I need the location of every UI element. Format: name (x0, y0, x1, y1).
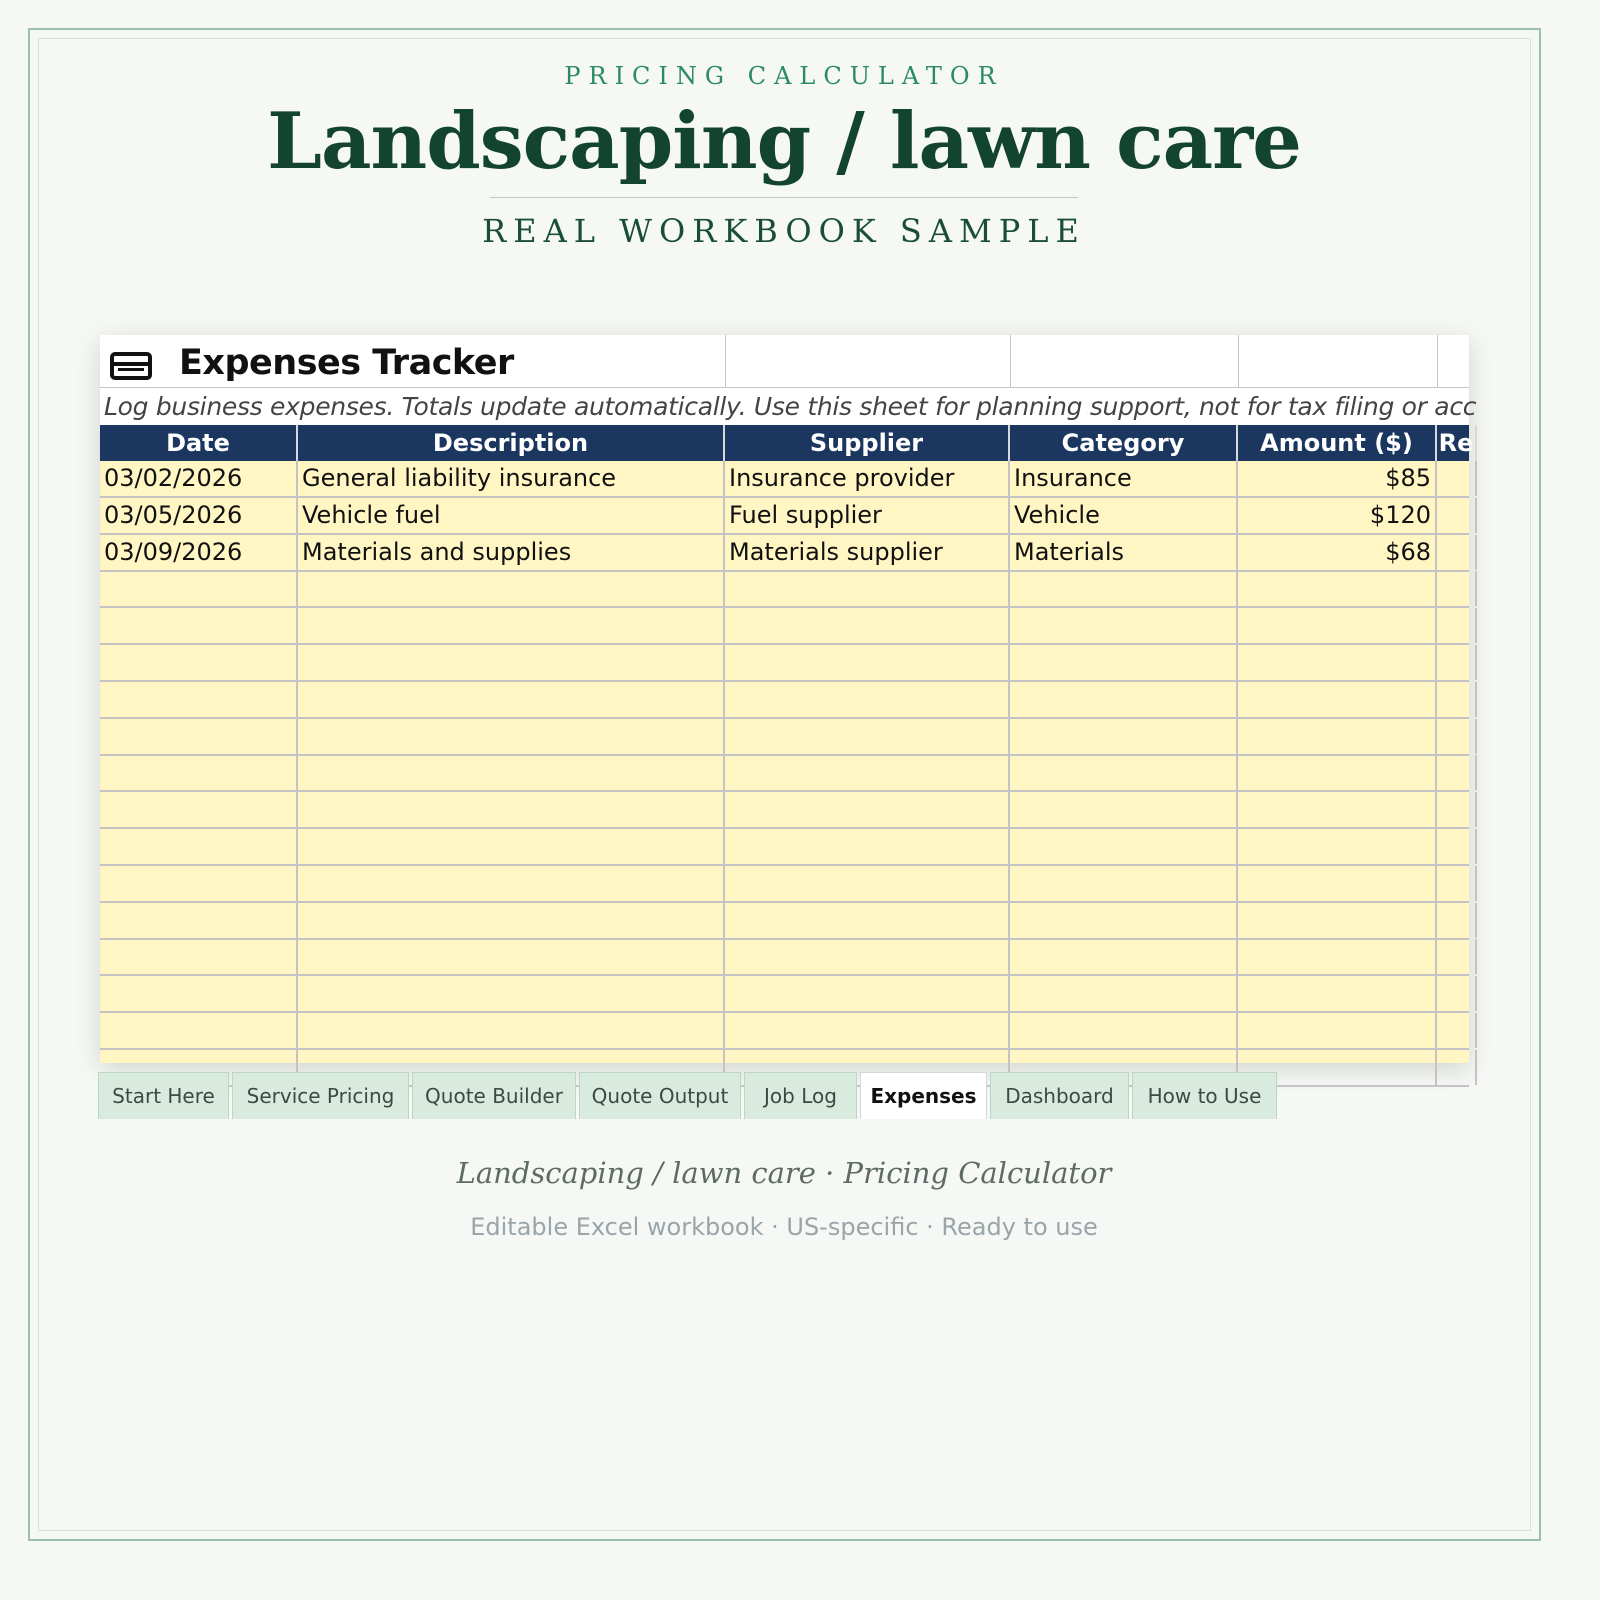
table-cell[interactable] (1238, 1013, 1437, 1048)
table-cell[interactable] (100, 903, 298, 938)
table-cell[interactable] (1437, 903, 1477, 938)
table-row (100, 939, 1469, 976)
table-cell[interactable] (100, 1013, 298, 1048)
table-row (100, 976, 1469, 1013)
table-row (100, 903, 1469, 940)
sheet-tab-dashboard[interactable]: Dashboard (990, 1072, 1129, 1119)
table-cell[interactable] (1437, 1013, 1477, 1048)
table-cell[interactable] (1010, 829, 1238, 864)
table-cell[interactable] (1010, 719, 1238, 754)
table-cell[interactable] (1238, 939, 1437, 974)
table-cell[interactable] (1437, 866, 1477, 901)
sheet-tab-expenses[interactable]: Expenses (860, 1072, 987, 1119)
table-cell[interactable]: Insurance provider (725, 461, 1010, 496)
table-row (100, 461, 1469, 498)
table-cell[interactable] (1238, 903, 1437, 938)
table-cell[interactable] (1238, 608, 1437, 643)
sheet-tab-start-here[interactable]: Start Here (98, 1072, 229, 1119)
table-cell[interactable] (1437, 792, 1477, 827)
table-cell[interactable] (725, 939, 1010, 974)
table-cell[interactable] (1437, 939, 1477, 974)
table-row (100, 866, 1469, 903)
table-row (100, 792, 1469, 829)
table-cell[interactable] (298, 719, 725, 754)
table-cell[interactable] (1010, 682, 1238, 717)
table-cell[interactable]: $68 (1238, 535, 1437, 570)
table-cell[interactable] (298, 1013, 725, 1048)
table-cell[interactable] (298, 792, 725, 827)
table-cell[interactable]: General liability insurance (298, 461, 725, 496)
table-cell[interactable] (1437, 498, 1477, 533)
table-cell[interactable]: Materials (1010, 535, 1238, 570)
credit-card-icon (110, 352, 152, 380)
table-row (100, 829, 1469, 866)
table-cell[interactable] (298, 866, 725, 901)
table-row (100, 535, 1469, 572)
table-cell[interactable]: 03/09/2026 (100, 535, 298, 570)
table-cell[interactable] (298, 755, 725, 790)
table-cell[interactable] (1238, 755, 1437, 790)
table-cell[interactable] (725, 571, 1010, 606)
eyebrow-label: PRICING CALCULATOR (564, 62, 1004, 90)
table-cell[interactable]: 03/02/2026 (100, 461, 298, 496)
table-cell[interactable] (1437, 571, 1477, 606)
column-header[interactable]: Category (1010, 425, 1238, 461)
table-cell[interactable] (1238, 571, 1437, 606)
footer-title: Landscaping / lawn care · Pricing Calculator (456, 1156, 1112, 1190)
table-cell[interactable] (100, 719, 298, 754)
table-row (100, 682, 1469, 719)
sheet-tab-job-log[interactable]: Job Log (744, 1072, 857, 1119)
table-cell[interactable] (100, 792, 298, 827)
table-cell[interactable] (725, 682, 1010, 717)
table-cell[interactable] (100, 829, 298, 864)
table-cell[interactable] (298, 682, 725, 717)
table-cell[interactable] (100, 608, 298, 643)
table-row (100, 755, 1469, 792)
table-cell[interactable] (1437, 976, 1477, 1011)
table-cell[interactable] (725, 792, 1010, 827)
table-cell[interactable] (1437, 682, 1477, 717)
table-cell[interactable]: $120 (1238, 498, 1437, 533)
sheet-note: Log business expenses. Totals update automatically. Use this sheet for planning support, not for tax filing or acc (104, 392, 1477, 421)
column-header[interactable]: Description (298, 425, 725, 461)
table-row (100, 608, 1469, 645)
table-cell[interactable] (1010, 1013, 1238, 1048)
table-cell[interactable] (1437, 461, 1477, 496)
page-subtitle: REAL WORKBOOK SAMPLE (482, 212, 1086, 250)
table-cell[interactable] (100, 645, 298, 680)
table-cell[interactable] (1238, 792, 1437, 827)
table-cell[interactable] (1010, 755, 1238, 790)
table-row (100, 1013, 1469, 1050)
table-cell[interactable] (725, 1013, 1010, 1048)
table-cell[interactable] (1437, 1050, 1477, 1085)
table-cell[interactable] (725, 608, 1010, 643)
footer-subtitle: Editable Excel workbook · US-specific · Ready to use (470, 1213, 1098, 1241)
table-cell[interactable] (1238, 829, 1437, 864)
table-cell[interactable] (298, 645, 725, 680)
table-cell[interactable] (725, 719, 1010, 754)
table-cell[interactable] (298, 608, 725, 643)
table-cell[interactable] (100, 682, 298, 717)
table-cell[interactable]: 03/05/2026 (100, 498, 298, 533)
table-cell[interactable] (298, 571, 725, 606)
table-cell[interactable] (298, 939, 725, 974)
table-cell[interactable] (1238, 682, 1437, 717)
table-cell[interactable] (298, 903, 725, 938)
table-cell[interactable] (298, 829, 725, 864)
table-cell[interactable]: Materials supplier (725, 535, 1010, 570)
table-row (100, 498, 1469, 535)
table-cell[interactable] (725, 645, 1010, 680)
column-header[interactable]: Re (1437, 425, 1477, 461)
table-cell[interactable] (1238, 719, 1437, 754)
table-cell[interactable]: Materials and supplies (298, 535, 725, 570)
title-divider (490, 197, 1078, 198)
sheet-tab-how-to-use[interactable]: How to Use (1132, 1072, 1277, 1119)
sheet-title-row (100, 335, 1469, 388)
sheet-title[interactable]: Expenses Tracker (179, 343, 514, 383)
table-cell[interactable]: Vehicle (1010, 498, 1238, 533)
column-header[interactable]: Date (100, 425, 298, 461)
table-cell[interactable] (1010, 866, 1238, 901)
sheet-tab-service-pricing[interactable]: Service Pricing (232, 1072, 409, 1119)
table-cell[interactable] (1437, 719, 1477, 754)
table-cell[interactable] (725, 903, 1010, 938)
table-cell[interactable] (100, 976, 298, 1011)
table-cell[interactable] (100, 866, 298, 901)
table-cell[interactable] (1437, 829, 1477, 864)
column-header[interactable]: Supplier (725, 425, 1010, 461)
table-cell[interactable]: Fuel supplier (725, 498, 1010, 533)
table-cell[interactable] (100, 939, 298, 974)
sheet-tab-quote-builder[interactable]: Quote Builder (412, 1072, 576, 1119)
page-title: Landscaping / lawn care (267, 96, 1301, 187)
sheet-tab-quote-output[interactable]: Quote Output (579, 1072, 741, 1119)
table-cell[interactable]: Vehicle fuel (298, 498, 725, 533)
table-cell[interactable]: Insurance (1010, 461, 1238, 496)
table-cell[interactable] (725, 866, 1010, 901)
table-cell[interactable] (1238, 866, 1437, 901)
table-cell[interactable] (1437, 535, 1477, 570)
table-cell[interactable] (725, 976, 1010, 1011)
table-cell[interactable] (100, 571, 298, 606)
table-cell[interactable] (100, 755, 298, 790)
table-cell[interactable] (1010, 792, 1238, 827)
table-cell[interactable] (1238, 645, 1437, 680)
column-header-row (100, 425, 1474, 461)
sheet-note-row[interactable] (100, 388, 1477, 425)
table-cell[interactable] (1010, 645, 1238, 680)
table-cell[interactable] (1010, 939, 1238, 974)
table-cell[interactable] (1437, 645, 1477, 680)
table-cell[interactable] (1010, 571, 1238, 606)
table-cell[interactable] (298, 976, 725, 1011)
table-row (100, 645, 1469, 682)
table-cell[interactable] (1437, 608, 1477, 643)
table-cell[interactable] (1010, 903, 1238, 938)
table-row (100, 719, 1469, 756)
table-cell[interactable] (1238, 976, 1437, 1011)
table-cell[interactable] (725, 829, 1010, 864)
table-row (100, 571, 1469, 608)
table-cell[interactable] (1010, 976, 1238, 1011)
table-cell[interactable] (1437, 755, 1477, 790)
column-header[interactable]: Amount ($) (1238, 425, 1437, 461)
table-cell[interactable] (1010, 608, 1238, 643)
table-cell[interactable] (725, 755, 1010, 790)
table-cell[interactable]: $85 (1238, 461, 1437, 496)
spreadsheet (100, 335, 1477, 1063)
